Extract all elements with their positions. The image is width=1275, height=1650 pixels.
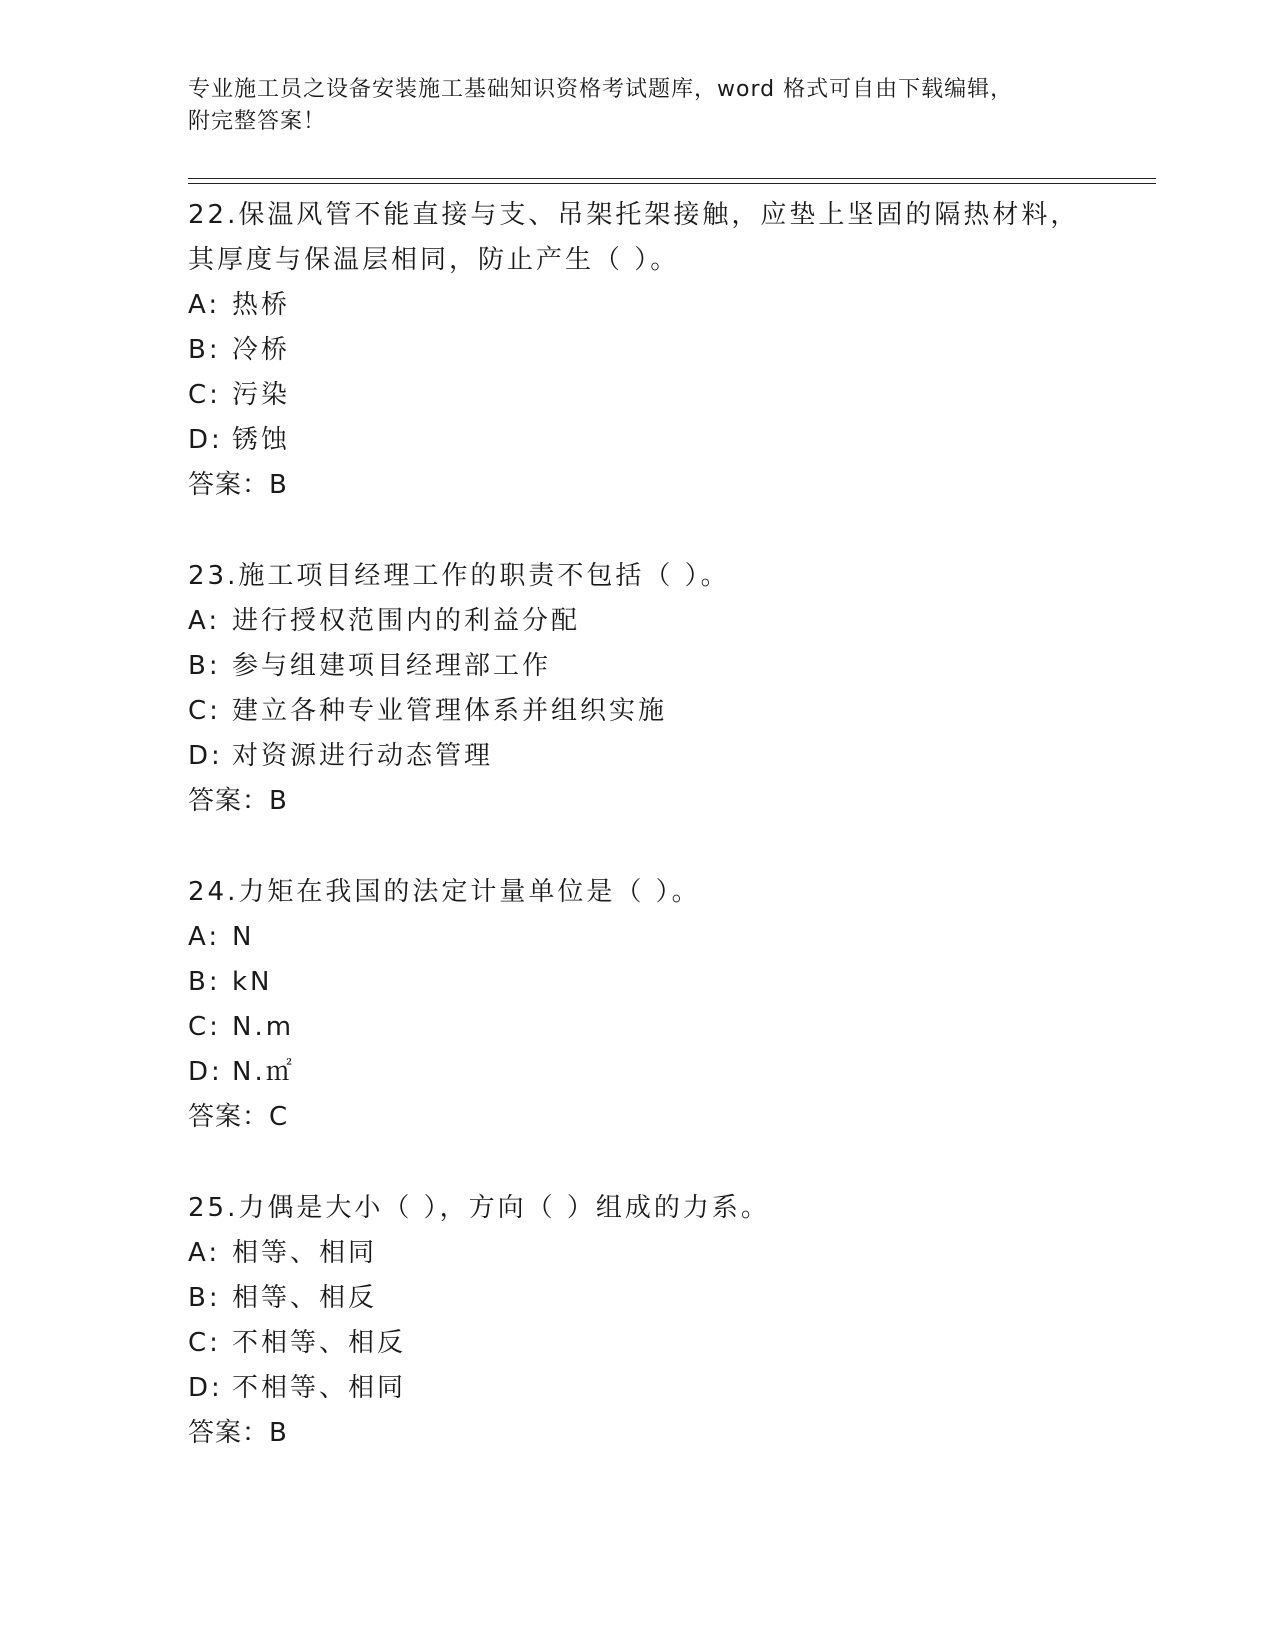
option-b [188, 328, 1156, 373]
option-text: 不相等、相反 [232, 1328, 407, 1358]
option-text: 对资源进行动态管理 [232, 741, 494, 771]
option-c [188, 689, 1156, 734]
option-key: C: [188, 696, 221, 726]
option-text: 相等、相同 [232, 1238, 378, 1268]
option-text: 相等、相反 [232, 1283, 378, 1313]
question-stem-line-1: 25.力偶是大小（ ），方向（ ）组成的力系。 [188, 1193, 770, 1223]
option-c [188, 1005, 1156, 1050]
option-a [188, 599, 1156, 644]
header-divider-bottom [188, 183, 1156, 184]
option-key: A: [188, 1238, 221, 1268]
option-key: C: [188, 1012, 221, 1042]
option-key: A: [188, 606, 221, 636]
question-stem [188, 554, 1156, 599]
question-25 [188, 1186, 1156, 1456]
question-stem-line-1: 23.施工项目经理工作的职责不包括（ ）。 [188, 561, 730, 591]
question-23 [188, 554, 1156, 824]
answer-line: 答案：B [188, 1418, 288, 1448]
option-text: 污染 [232, 380, 291, 410]
option-key: D: [188, 741, 223, 771]
answer-line: 答案：B [188, 470, 288, 500]
option-text: 锈蚀 [232, 425, 291, 455]
option-text: N.m [232, 1012, 295, 1042]
option-key: D: [188, 1373, 223, 1403]
question-stem-line-2: 其厚度与保温层相同，防止产生（ ）。 [188, 245, 680, 275]
option-text: 冷桥 [232, 335, 291, 365]
header-divider-top [188, 178, 1156, 179]
option-c [188, 1321, 1156, 1366]
option-text: 参与组建项目经理部工作 [232, 651, 552, 681]
option-key: B: [188, 1283, 221, 1313]
option-text: N.㎡ [232, 1057, 295, 1087]
option-text: N [232, 922, 255, 952]
option-text: 热桥 [232, 290, 291, 320]
option-a [188, 1231, 1156, 1276]
header-line-2: 附完整答案！ [188, 109, 327, 134]
answer-line: 答案：B [188, 786, 288, 816]
header-line-1: 专业施工员之设备安装施工基础知识资格考试题库，word 格式可自由下载编辑， [188, 77, 1014, 102]
option-b [188, 960, 1156, 1005]
question-list [188, 193, 1156, 1502]
option-d [188, 734, 1156, 779]
answer-line: 答案：C [188, 1102, 289, 1132]
option-a [188, 283, 1156, 328]
question-stem [188, 870, 1156, 915]
option-key: D: [188, 425, 223, 455]
question-24 [188, 870, 1156, 1140]
option-key: B: [188, 651, 221, 681]
option-b [188, 1276, 1156, 1321]
option-key: A: [188, 290, 221, 320]
option-text: 进行授权范围内的利益分配 [232, 606, 581, 636]
option-key: C: [188, 1328, 221, 1358]
option-d [188, 1366, 1156, 1411]
option-text: 不相等、相同 [232, 1373, 407, 1403]
document-header [188, 74, 1068, 138]
option-text: kN [232, 967, 273, 997]
option-c [188, 373, 1156, 418]
option-key: C: [188, 380, 221, 410]
option-d [188, 1050, 1156, 1095]
question-stem-line-1: 24.力矩在我国的法定计量单位是（ ）。 [188, 877, 701, 907]
option-text: 建立各种专业管理体系并组织实施 [232, 696, 668, 726]
option-key: B: [188, 967, 221, 997]
option-key: A: [188, 922, 221, 952]
question-stem-line-1: 22.保温风管不能直接与支、吊架托架接触，应垫上坚固的隔热材料， [188, 200, 1080, 230]
option-d [188, 418, 1156, 463]
question-stem [188, 193, 1156, 283]
option-key: B: [188, 335, 221, 365]
option-key: D: [188, 1057, 223, 1087]
option-b [188, 644, 1156, 689]
option-a [188, 915, 1156, 960]
question-stem [188, 1186, 1156, 1231]
question-22 [188, 193, 1156, 508]
